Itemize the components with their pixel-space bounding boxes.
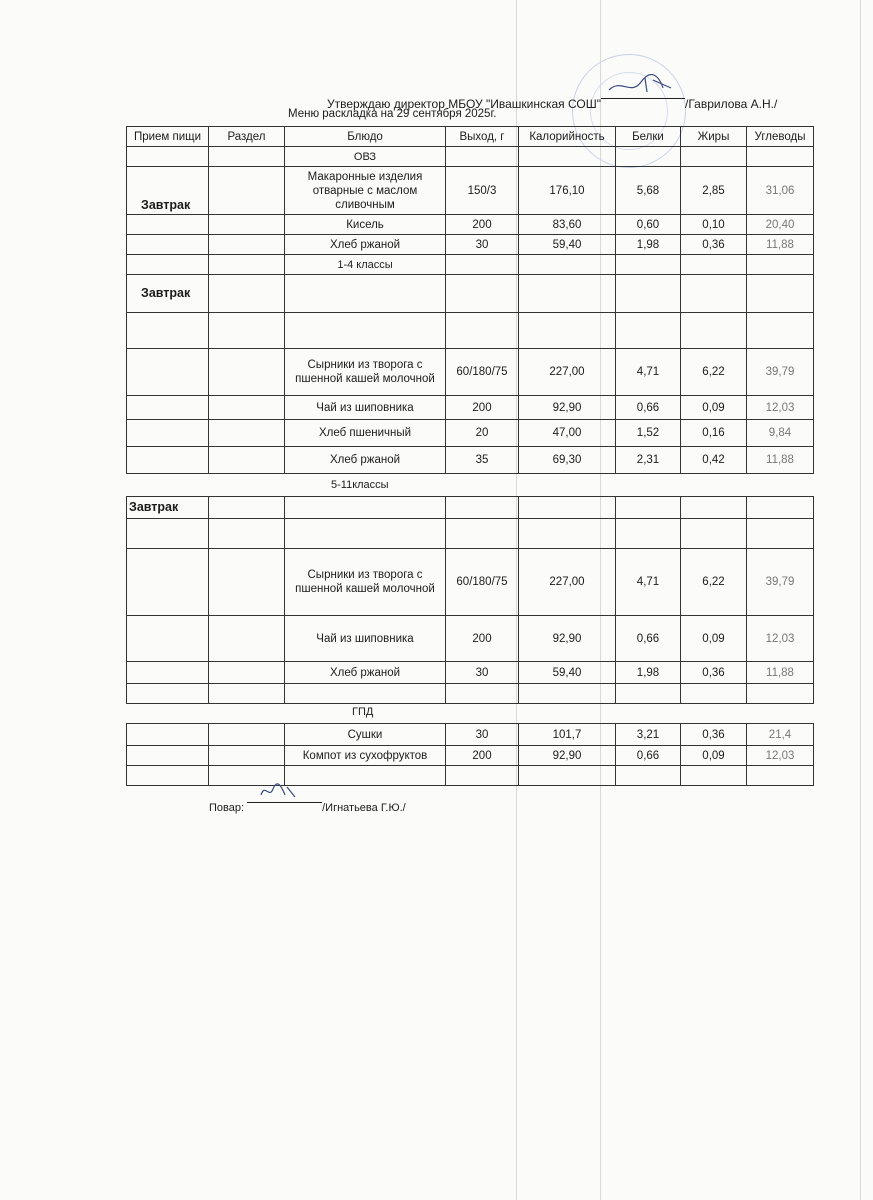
carbs-value: 12,03 [747,746,814,766]
calories-value: 92,90 [519,746,616,766]
dish-name: Сушки [285,724,446,746]
table-row [127,349,814,396]
calories-value: 227,00 [519,349,616,396]
carbs-value: 20,40 [747,215,814,235]
fat-value: 0,36 [681,724,747,746]
carbs-value: 11,88 [747,447,814,474]
dish-name: Хлеб ржаной [285,447,446,474]
table-row [127,235,814,255]
output-value: 200 [446,396,519,420]
section-row [127,147,814,167]
col-header: Белки [616,127,681,147]
table-row [127,215,814,235]
fat-value: 0,36 [681,235,747,255]
carbs-value: 31,06 [747,167,814,215]
table-row [127,746,814,766]
cook-signature-line [209,791,406,814]
col-header: Жиры [681,127,747,147]
table-row [127,167,814,215]
fat-value: 6,22 [681,349,747,396]
table-row [127,519,814,549]
calories-value: 69,30 [519,447,616,474]
output-value: 200 [446,616,519,662]
carbs-value: 11,88 [747,235,814,255]
fat-value: 0,42 [681,447,747,474]
dish-name: Компот из сухофруктов [285,746,446,766]
director-signature-line [601,86,685,99]
dish-name: Сырники из творога с пшенной кашей молочной [285,349,446,396]
dish-name: Кисель [285,215,446,235]
table-row [127,447,814,474]
protein-value: 3,21 [616,724,681,746]
director-signature [601,74,685,96]
protein-value: 4,71 [616,549,681,616]
dish-name: Хлеб пшеничный [285,420,446,447]
dish-name: Сырники из творога с пшенной кашей молочной [285,549,446,616]
protein-value: 1,52 [616,420,681,447]
meal-label: Завтрак [127,275,209,313]
fat-value: 2,85 [681,167,747,215]
section-row [127,255,814,275]
director-name: /Гаврилова А.Н./ [685,97,778,111]
calories-value: 47,00 [519,420,616,447]
protein-value: 0,66 [616,396,681,420]
dish-name: Хлеб ржаной [285,235,446,255]
menu-table-main [126,126,814,474]
protein-value: 0,60 [616,215,681,235]
section-label: 5-11классы [331,479,389,491]
header-row [127,127,814,147]
fat-value: 0,10 [681,215,747,235]
calories-value: 101,7 [519,724,616,746]
calories-value: 227,00 [519,549,616,616]
calories-value: 83,60 [519,215,616,235]
fat-value: 0,16 [681,420,747,447]
output-value: 60/180/75 [446,349,519,396]
fat-value: 6,22 [681,549,747,616]
cook-label: Повар: [209,802,245,814]
col-header: Выход, г [446,127,519,147]
table-row [127,396,814,420]
protein-value: 1,98 [616,662,681,684]
menu-table-gpd [126,723,814,786]
output-value: 60/180/75 [446,549,519,616]
table-row [127,766,814,786]
output-value: 20 [446,420,519,447]
scan-line [860,0,861,1200]
section-label: ГПД [352,706,374,718]
table-row [127,549,814,616]
protein-value: 5,68 [616,167,681,215]
meal-label: Завтрак [127,167,209,215]
carbs-value: 9,84 [747,420,814,447]
fat-value: 0,09 [681,616,747,662]
table-row [127,684,814,704]
calories-value: 92,90 [519,616,616,662]
output-value: 150/3 [446,167,519,215]
table-row [127,313,814,349]
carbs-value: 12,03 [747,616,814,662]
section-label: ОВЗ [285,147,446,167]
output-value: 200 [446,746,519,766]
table-row [127,420,814,447]
cook-name: /Игнатьева Г.Ю./ [322,802,406,814]
approval-text: Утверждаю директор МБОУ "Ивашкинская СОШ" [327,97,602,111]
dish-name: Чай из шиповника [285,616,446,662]
menu-table-5-11 [126,496,814,704]
calories-value: 92,90 [519,396,616,420]
dish-name: Хлеб ржаной [285,662,446,684]
protein-value: 1,98 [616,235,681,255]
fat-value: 0,36 [681,662,747,684]
cook-signature-mark [247,781,322,801]
output-value: 30 [446,235,519,255]
section-label: 1-4 классы [285,255,446,275]
calories-value: 59,40 [519,235,616,255]
col-header: Калорийность [519,127,616,147]
cook-signature [247,791,322,803]
carbs-value: 39,79 [747,549,814,616]
protein-value: 2,31 [616,447,681,474]
carbs-value: 11,88 [747,662,814,684]
protein-value: 0,66 [616,746,681,766]
col-header: Раздел [209,127,285,147]
table-row [127,616,814,662]
col-header: Углеводы [747,127,814,147]
calories-value: 59,40 [519,662,616,684]
col-header: Прием пищи [127,127,209,147]
output-value: 30 [446,662,519,684]
table-row [127,662,814,684]
table-row [127,724,814,746]
protein-value: 4,71 [616,349,681,396]
carbs-value: 21,4 [747,724,814,746]
table-row [127,275,814,313]
calories-value: 176,10 [519,167,616,215]
dish-name: Макаронные изделия отварные с маслом сливочным [285,167,446,215]
page-title: Меню раскладка на 29 сентября 2025г. [288,108,497,120]
carbs-value: 12,03 [747,396,814,420]
output-value: 35 [446,447,519,474]
output-value: 200 [446,215,519,235]
protein-value: 0,66 [616,616,681,662]
output-value: 30 [446,724,519,746]
meal-label: Завтрак [127,497,209,519]
col-header: Блюдо [285,127,446,147]
fat-value: 0,09 [681,396,747,420]
table-row [127,497,814,519]
carbs-value: 39,79 [747,349,814,396]
dish-name: Чай из шиповника [285,396,446,420]
fat-value: 0,09 [681,746,747,766]
